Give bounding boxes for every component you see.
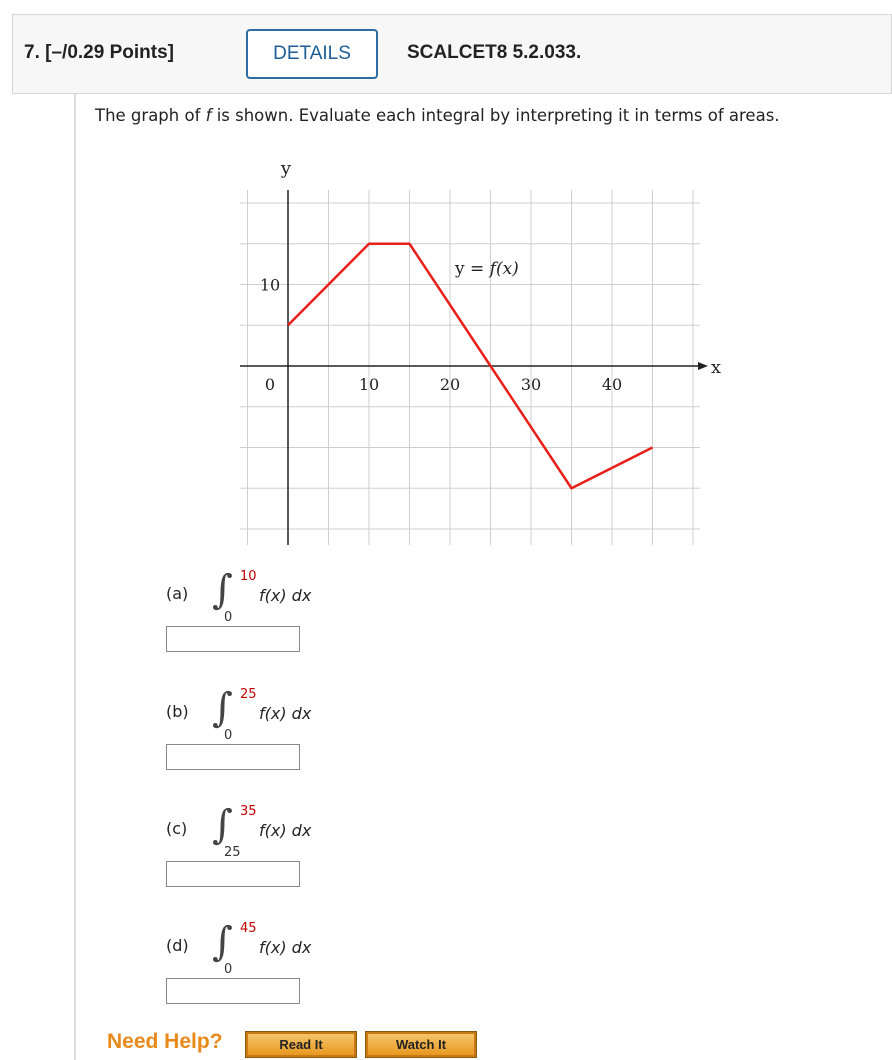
y-tick-label: 10 bbox=[259, 275, 281, 295]
details-button[interactable]: DETAILS bbox=[246, 29, 378, 79]
integral-sign-icon: ∫ bbox=[212, 567, 233, 613]
x-tick-label: 40 bbox=[601, 375, 623, 394]
watch-it-button[interactable]: Watch It bbox=[366, 1032, 476, 1057]
question-number: 7. [–/0.29 Points] bbox=[24, 42, 174, 63]
integral-sign-icon: ∫ bbox=[212, 919, 233, 965]
problem-code: SCALCET8 5.2.033. bbox=[407, 42, 582, 63]
question-prompt: The graph of f is shown. Evaluate each integral by interpreting it in terms of areas. bbox=[95, 106, 780, 125]
part-label: (a) bbox=[166, 584, 189, 603]
integrand: f(x) dx bbox=[259, 704, 312, 723]
integrand: f(x) dx bbox=[259, 938, 312, 957]
read-it-button[interactable]: Read It bbox=[246, 1032, 356, 1057]
integral-sign-icon: ∫ bbox=[212, 802, 233, 848]
answer-input[interactable] bbox=[166, 744, 300, 770]
lower-limit: 0 bbox=[224, 610, 233, 625]
integrand: f(x) dx bbox=[259, 821, 312, 840]
x-axis-label: x bbox=[710, 357, 722, 378]
lower-limit: 0 bbox=[224, 962, 233, 977]
lower-limit: 0 bbox=[224, 728, 233, 743]
x-axis-arrow bbox=[698, 362, 708, 370]
function-graph bbox=[230, 150, 730, 550]
answer-input[interactable] bbox=[166, 861, 300, 887]
need-help-label: Need Help? bbox=[107, 1030, 223, 1053]
part-label: (b) bbox=[166, 702, 189, 721]
answer-input[interactable] bbox=[166, 978, 300, 1004]
y-axis-label: y bbox=[280, 158, 292, 179]
content-left-rule bbox=[74, 94, 76, 1060]
answer-input[interactable] bbox=[166, 626, 300, 652]
lower-limit: 25 bbox=[224, 845, 241, 860]
upper-limit: 35 bbox=[240, 804, 257, 819]
x-tick-label: 10 bbox=[358, 375, 380, 394]
curve-label: y = f(x) bbox=[455, 259, 519, 279]
x-tick-label: 20 bbox=[439, 375, 461, 394]
part-label: (d) bbox=[166, 936, 189, 955]
integral-sign-icon: ∫ bbox=[212, 685, 233, 731]
part-label: (c) bbox=[166, 819, 188, 838]
integrand: f(x) dx bbox=[259, 586, 312, 605]
x-tick-label: 30 bbox=[520, 375, 542, 394]
x-tick-label: 0 bbox=[264, 375, 276, 394]
upper-limit: 10 bbox=[240, 569, 257, 584]
upper-limit: 45 bbox=[240, 921, 257, 936]
points-badge: [–/0.29 Points] bbox=[45, 42, 174, 63]
graph-grid bbox=[240, 190, 700, 545]
upper-limit: 25 bbox=[240, 687, 257, 702]
